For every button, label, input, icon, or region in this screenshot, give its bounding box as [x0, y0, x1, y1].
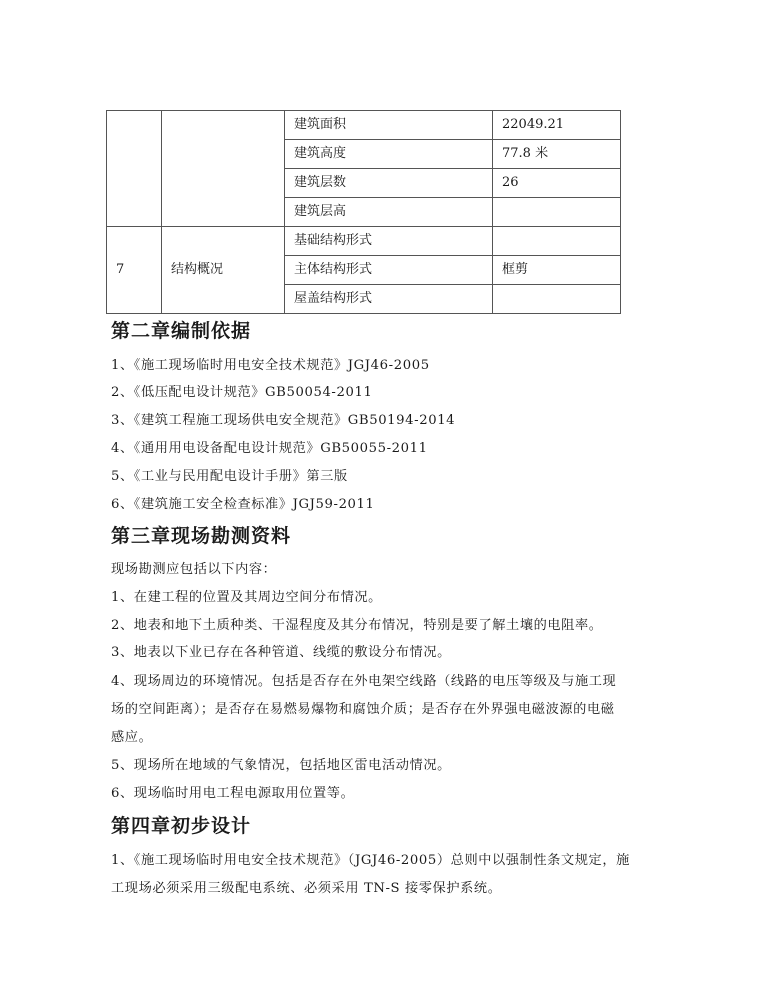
- chapter-4-heading: 第四章初步设计: [111, 815, 252, 837]
- item-cell: 基础结构形式: [285, 227, 493, 256]
- design-paragraph-line: 工现场必须采用三级配电系统、必须采用 TN-S 接零保护系统。: [111, 881, 502, 896]
- survey-item-continued: 场的空间距离）；是否存在易燃易爆物和腐蚀介质；是否存在外界强电磁波源的电磁: [111, 702, 615, 717]
- value-cell: 26: [493, 169, 621, 198]
- project-overview-table: [106, 110, 621, 314]
- value-cell: 77.8 米: [493, 140, 621, 169]
- category-cell: 结构概况: [162, 227, 285, 314]
- item-cell: 屋盖结构形式: [285, 285, 493, 314]
- item-cell: 建筑层高: [285, 198, 493, 227]
- row-number-cell: 7: [107, 227, 162, 314]
- value-cell: [493, 198, 621, 227]
- reference-item: 5、《工业与民用配电设计手册》第三版: [111, 469, 348, 484]
- chapter-2-heading: 第二章编制依据: [111, 320, 252, 342]
- reference-item: 6、《建筑施工安全检查标准》JGJ59-2011: [111, 497, 375, 512]
- survey-item: 2、地表和地下土质种类、干湿程度及其分布情况，特别是要了解土壤的电阻率。: [111, 618, 603, 633]
- survey-item: 6、现场临时用电工程电源取用位置等。: [111, 786, 355, 801]
- value-cell: [493, 285, 621, 314]
- table-row: [107, 111, 621, 140]
- survey-item: 4、现场周边的环境情况。包括是否存在外电架空线路（线路的电压等级及与施工现: [111, 674, 617, 689]
- reference-item: 1、《施工现场临时用电安全技术规范》JGJ46-2005: [111, 358, 430, 373]
- reference-item: 3、《建筑工程施工现场供电安全规范》GB50194-2014: [111, 413, 456, 428]
- chapter-3-intro: 现场勘测应包括以下内容：: [111, 562, 277, 577]
- value-cell: [493, 227, 621, 256]
- table-row: [107, 227, 621, 256]
- value-cell: 框剪: [493, 256, 621, 285]
- item-cell: 主体结构形式: [285, 256, 493, 285]
- reference-item: 4、《通用用电设备配电设计规范》GB50055-2011: [111, 441, 428, 456]
- survey-item-continued: 感应。: [111, 730, 153, 745]
- survey-item: 3、地表以下业已存在各种管道、线缆的敷设分布情况。: [111, 645, 451, 660]
- design-paragraph-line: 1、《施工现场临时用电安全技术规范》（JGJ46-2005）总则中以强制性条文规定，施: [111, 853, 630, 868]
- item-cell: 建筑高度: [285, 140, 493, 169]
- chapter-3-heading: 第三章现场勘测资料: [111, 525, 292, 547]
- survey-item: 5、现场所在地域的气象情况，包括地区雷电活动情况。: [111, 758, 451, 773]
- value-cell: 22049.21: [493, 111, 621, 140]
- item-cell: 建筑面积: [285, 111, 493, 140]
- row-number-cell: [107, 111, 162, 227]
- survey-item: 1、在建工程的位置及其周边空间分布情况。: [111, 590, 382, 605]
- item-cell: 建筑层数: [285, 169, 493, 198]
- category-cell: [162, 111, 285, 227]
- reference-item: 2、《低压配电设计规范》GB50054-2011: [111, 385, 373, 400]
